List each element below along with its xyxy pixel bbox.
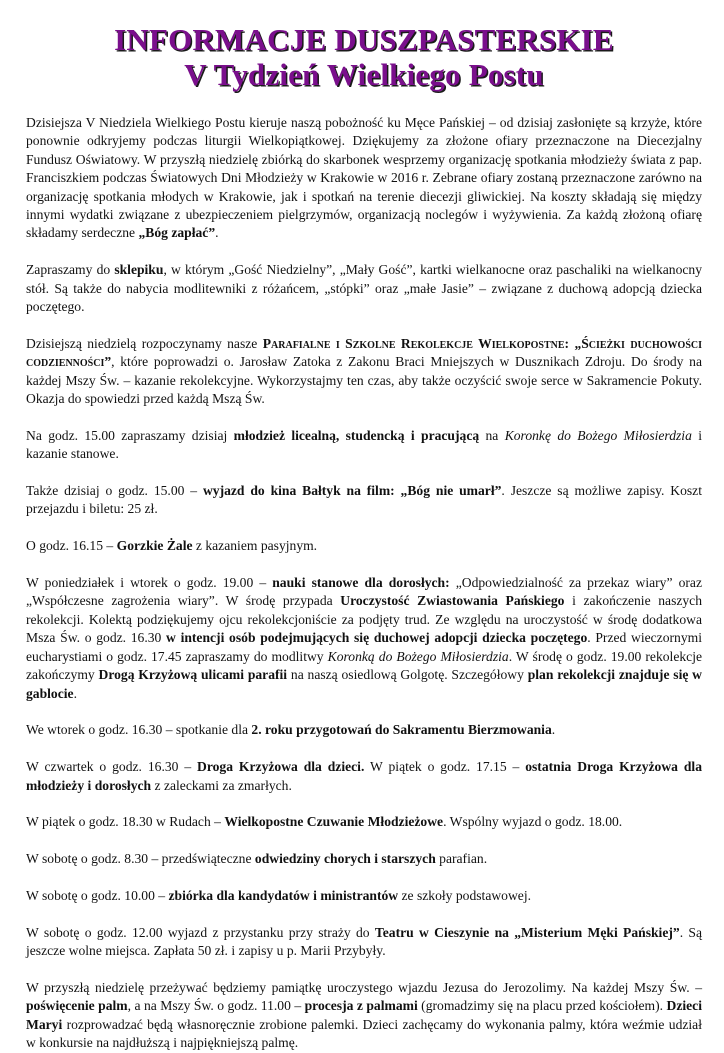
announcement-theatre-trip: W sobotę o godz. 12.00 wyjazd z przystanku przy straży do Teatru w Cieszynie na „Misterium Męki Pańskiej”. Są jeszcze wolne miejsca. Zapłata 50 zł. i zapisy u p. Marii Przybyły.: [26, 924, 702, 959]
announcement-youth-chaplet: Na godz. 15.00 zapraszamy dzisiaj młodzież licealną, studencką i pracującą na Koronkę do Bożego Miłosierdzia i kazanie stanowe.: [26, 427, 702, 462]
announcement-youth-vigil: W piątek o godz. 18.30 w Rudach – Wielkopostne Czuwanie Młodzieżowe. Wspólny wyjazd o godz. 18.00.: [26, 814, 623, 830]
title-line-1: INFORMACJE DUSZPASTERSKIE: [114, 22, 614, 57]
announcement-confirmation: We wtorek o godz. 16.30 – spotkanie dla 2. roku przygotowań do Sakramentu Bierzmowania.: [26, 722, 556, 738]
announcement-gorzkie-zale: O godz. 16.15 – Gorzkie Żale z kazaniem pasyjnym.: [26, 538, 318, 554]
announcement-lent-week: Dzisiejsza V Niedziela Wielkiego Postu kieruje naszą pobożność ku Męce Pańskiej – od dzisiaj zasłonięte są krzyże, które ponownie odkryjemy podczas liturgii Wielkopiątkowej. Dziękujemy za złożone ofiary przeznaczone na Diecezjalny Fundusz Oświatowy. W przyszłą niedzielę zbiórką do skarbonek wesprzemy organizację spotkania młodzieży świata z pap. Franciszkiem podczas Światowych Dni Młodzieży w Krakowie w 2016 r. Zebrane ofiary zostaną przeznaczone zarówno na organizację spotkania młodych w Krakowie, jak i spotkań na terenie diecezji gliwickiej. Na koszty składają się między innymi wydatki związane z ubezpieczeniem pielgrzymów, organizacją noclegów i wyżywienia. Za każdą złożoną ofiarę składamy serdeczne „Bóg zapłać”.: [26, 115, 702, 241]
announcement-cinema-trip: Także dzisiaj o godz. 15.00 – wyjazd do kina Bałtyk na film: „Bóg nie umarł”. Jeszcze są możliwe zapisy. Koszt przejazdu i biletu: 25 zł.: [26, 483, 702, 517]
announcement-palm-sunday: W przyszłą niedzielę przeżywać będziemy pamiątkę uroczystego wjazdu Jezusa do Jerozolimy. Na każdej Mszy Św. – poświęcenie palm, a na Mszy Św. o godz. 11.00 – procesja z palmami (gromadzimy się na placu przed kościołem). Dzieci Maryi rozprowadzać będą własnoręcznie zrobione palemki. Dzieci zachęcamy do wykonania palmy, która weźmie udział w konkursie na najdłuższą i najpiękniejszą palmę.: [26, 979, 702, 1051]
page-title: [26, 22, 702, 92]
announcement-shop: Zapraszamy do sklepiku, w którym „Gość Niedzielny”, „Mały Gość”, kartki wielkanocne oraz paschaliki na wielkanocny stół. Są także do nabycia modlitewniki z różańcem, „stópki” oraz „małe Jasie” – związane z duchową adopcją dziecka poczętego.: [26, 262, 702, 315]
announcement-altar-servers: W sobotę o godz. 10.00 – zbiórka dla kandydatów i ministrantów ze szkoły podstawowej.: [26, 887, 531, 903]
announcement-adult-teachings: W poniedziałek i wtorek o godz. 19.00 – nauki stanowe dla dorosłych: „Odpowiedzialność za przekaz wiary” oraz „Współczesne zagrożenia wiary”. W środę przypada Uroczystość Zwiastowania Pańskiego i zakończenie naszych rekolekcji. Kolektą podziękujemy ojcu rekolekcjoniście za podjęty trud. Ze względu na uroczystość w środę dodatkowa Msza Św. o godz. 16.30 w intencji osób podejmujących się duchowej adopcji dziecka poczętego. Przed wieczornymi eucharystiami o godz. 17.45 zapraszamy do modlitwy Koronką do Bożego Miłosierdzia. W środę o godz. 19.00 rekolekcje zakończymy Drogą Krzyżową ulicami parafii na naszą osiedlową Golgotę. Szczegółowy plan rekolekcji znajduje się w gablocie.: [26, 575, 703, 701]
announcement-retreat: Dzisiejszą niedzielą rozpoczynamy nasze Parafialne i Szkolne Rekolekcje Wielkopostne: „Ścieżki duchowości codzienności”, które poprowadzi o. Jarosław Zatoka z Zakonu Braci Mniejszych w Dusznikach Zdroju. Do środy na każdej Mszy Św. – kazanie rekolekcyjne. Wykorzystajmy ten czas, aby także oczyścić swoje serce w Sakramencie Pokuty. Okazja do spowiedzi przed każdą Mszą Św.: [26, 335, 703, 407]
announcement-sick-visits: W sobotę o godz. 8.30 – przedświąteczne odwiedziny chorych i starszych parafian.: [26, 851, 488, 867]
announcements-body: [26, 114, 702, 1053]
announcement-stations-cross: W czwartek o godz. 16.30 – Droga Krzyżowa dla dzieci. W piątek o godz. 17.15 – ostatnia Droga Krzyżowa dla młodzieży i dorosłych z zaleckami za zmarłych.: [26, 759, 702, 793]
title-line-2: V Tydzień Wielkiego Postu: [184, 57, 544, 92]
